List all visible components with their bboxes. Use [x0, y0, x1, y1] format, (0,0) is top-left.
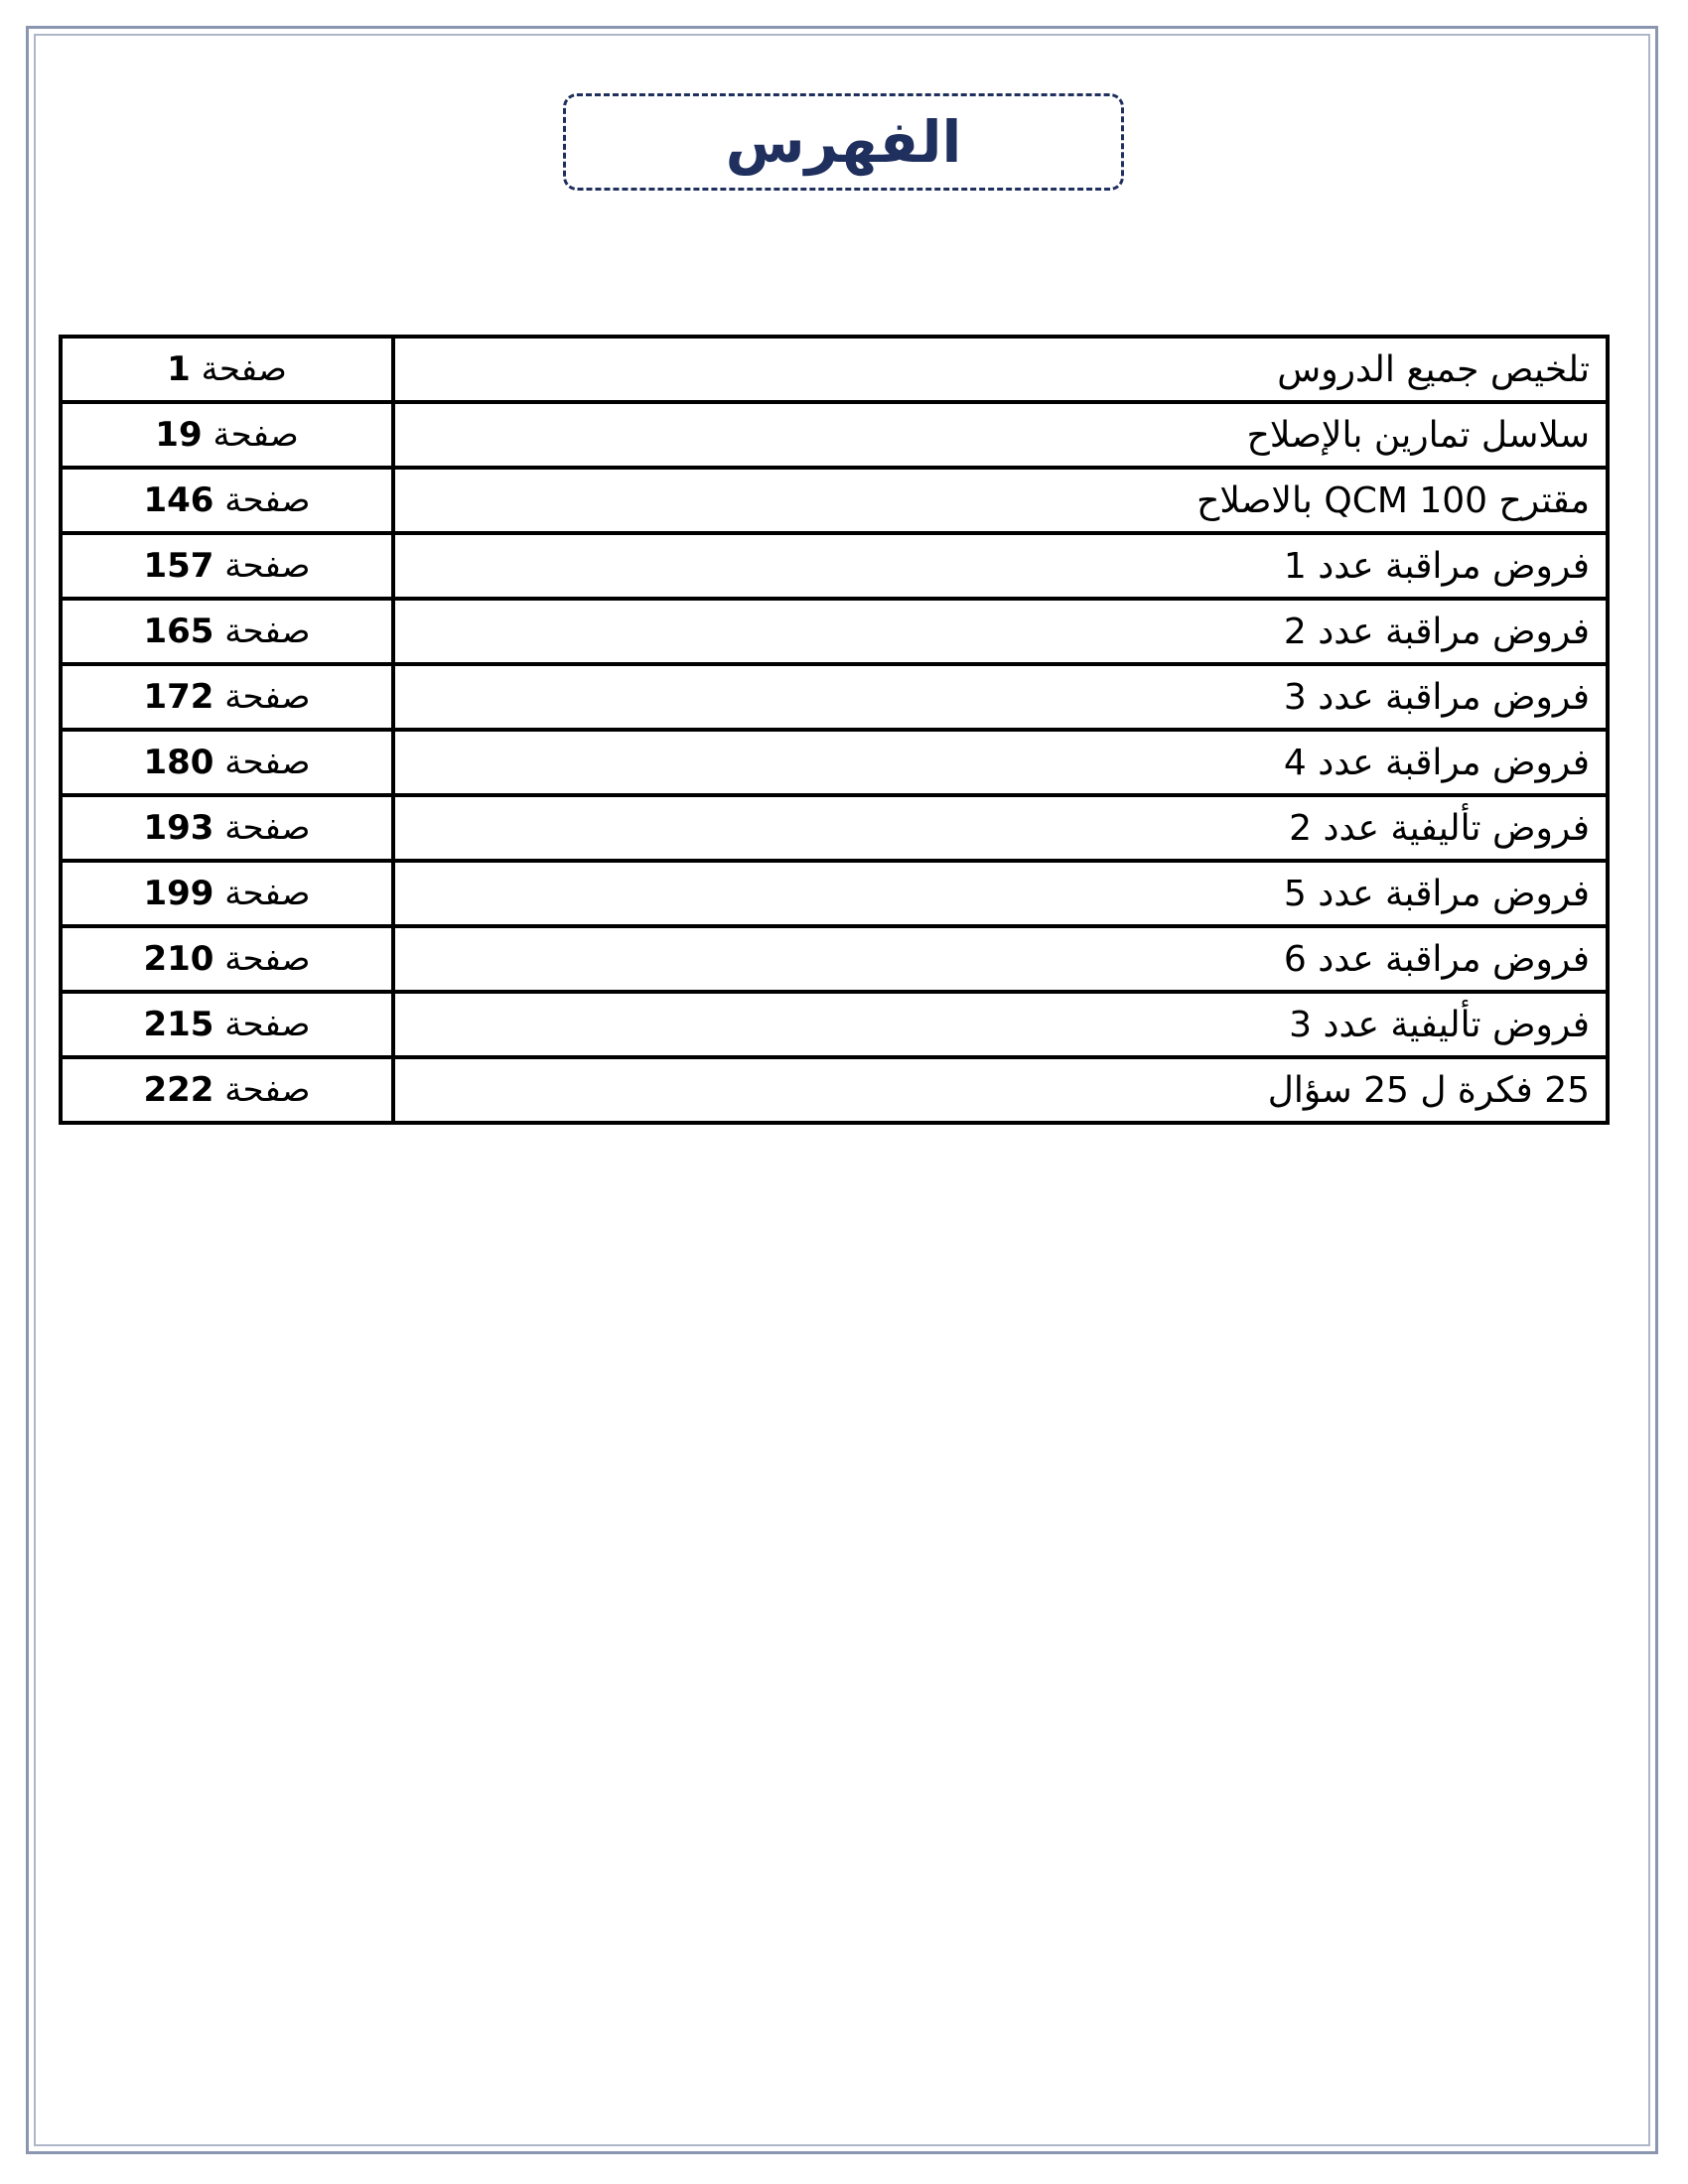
toc-row: [61, 533, 1608, 599]
page-number: 199: [143, 874, 214, 913]
page-number: 1: [167, 349, 191, 389]
page-number: 222: [143, 1070, 214, 1110]
page-number: 157: [143, 546, 214, 586]
page-number: 165: [143, 612, 214, 651]
toc-row: [61, 337, 1608, 402]
toc-row: [61, 468, 1608, 533]
toc-page-cell: [61, 533, 393, 599]
title-box: [563, 93, 1124, 191]
page-word: صفحة: [224, 546, 311, 586]
toc-page-cell: [61, 468, 393, 533]
toc-entry-title: فروض مراقبة عدد 3: [393, 664, 1608, 730]
page-word: صفحة: [212, 415, 299, 455]
toc-row: [61, 599, 1608, 664]
toc-entry-title: فروض مراقبة عدد 6: [393, 926, 1608, 992]
page-word: صفحة: [201, 349, 287, 389]
toc-page-cell: [61, 795, 393, 861]
toc-table: [59, 335, 1610, 1125]
page-word: صفحة: [224, 808, 311, 848]
toc-entry-title: تلخيص جميع الدروس: [393, 337, 1608, 402]
toc-row: [61, 992, 1608, 1057]
toc-entry-title: فروض مراقبة عدد 5: [393, 861, 1608, 926]
page-number: 193: [143, 808, 214, 848]
toc-row: [61, 861, 1608, 926]
toc-page-cell: [61, 1057, 393, 1123]
page-number: 146: [143, 480, 214, 520]
toc-entry-title: فروض مراقبة عدد 1: [393, 533, 1608, 599]
page-word: صفحة: [224, 1005, 311, 1044]
toc-body: [61, 337, 1608, 1123]
page-number: 210: [143, 939, 214, 979]
page-word: صفحة: [224, 612, 311, 651]
toc-row: [61, 402, 1608, 468]
toc-entry-title: فروض مراقبة عدد 4: [393, 730, 1608, 795]
toc-page-cell: [61, 337, 393, 402]
toc-page-cell: [61, 599, 393, 664]
toc-entry-title: 25 فكرة ل 25 سؤال: [393, 1057, 1608, 1123]
page-number: 180: [143, 743, 214, 782]
toc-row: [61, 730, 1608, 795]
toc-row: [61, 1057, 1608, 1123]
toc-entry-title: فروض تأليفية عدد 2: [393, 795, 1608, 861]
page-number: 172: [143, 677, 214, 717]
toc-page-cell: [61, 861, 393, 926]
page-word: صفحة: [224, 480, 311, 520]
toc-page-cell: [61, 730, 393, 795]
page-word: صفحة: [224, 1070, 311, 1110]
toc-row: [61, 664, 1608, 730]
toc-page-cell: [61, 992, 393, 1057]
toc-entry-title: سلاسل تمارين بالإصلاح: [393, 402, 1608, 468]
page-number: 19: [155, 415, 203, 455]
page-word: صفحة: [224, 677, 311, 717]
toc-entry-title: فروض مراقبة عدد 2: [393, 599, 1608, 664]
page-word: صفحة: [224, 939, 311, 979]
toc-entry-title: مقترح 100 QCM بالاصلاح: [393, 468, 1608, 533]
toc-entry-title: فروض تأليفية عدد 3: [393, 992, 1608, 1057]
toc-page-cell: [61, 402, 393, 468]
toc-row: [61, 926, 1608, 992]
toc-row: [61, 795, 1608, 861]
toc-page-cell: [61, 926, 393, 992]
page-title: الفهرس: [725, 108, 962, 176]
page-word: صفحة: [224, 743, 311, 782]
toc-page-cell: [61, 664, 393, 730]
page-number: 215: [143, 1005, 214, 1044]
page-word: صفحة: [224, 874, 311, 913]
